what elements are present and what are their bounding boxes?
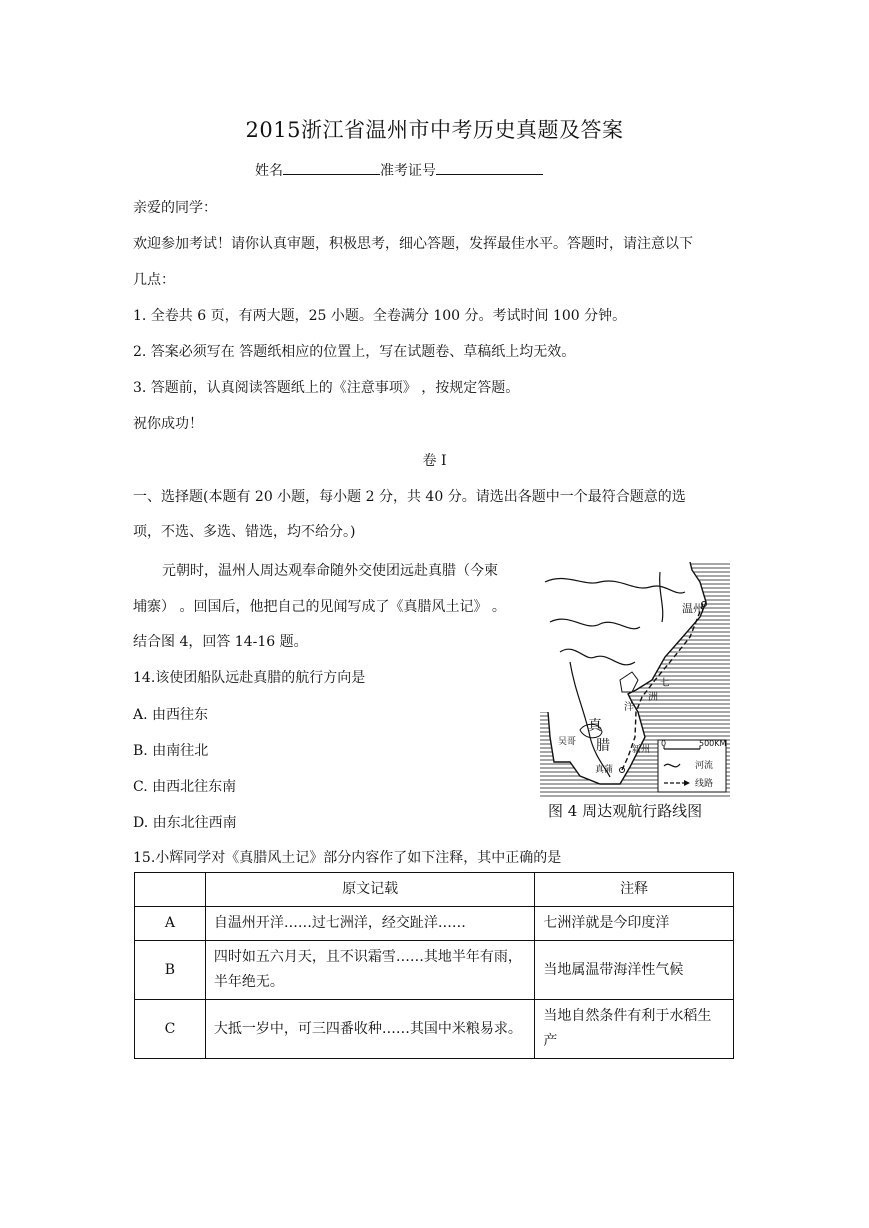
label-zhou: 洲 bbox=[648, 692, 658, 703]
row-label: A bbox=[135, 907, 206, 941]
wish: 祝你成功！ bbox=[133, 416, 203, 432]
row-original-text: 大抵一岁中，可三四番收种……其国中米粮易求。 bbox=[205, 1000, 534, 1059]
label-scale-zero: 0 bbox=[661, 739, 667, 748]
part-heading-line-2: 项，不选、多选、错选，均不给分。) bbox=[133, 524, 356, 540]
part-heading-line-1: 一、选择题(本题有 20 小题，每小题 2 分，共 40 分。请选出各题中一个最符合题意的选 bbox=[133, 489, 686, 505]
section-label: 卷 Ⅰ bbox=[422, 453, 447, 469]
q14-option-b[interactable]: B. 由南往北 bbox=[133, 743, 209, 759]
annotation-table bbox=[134, 872, 734, 1059]
row-label: C bbox=[135, 1000, 206, 1059]
route-map bbox=[540, 562, 730, 797]
q14-option-a[interactable]: A. 由西往东 bbox=[133, 707, 209, 723]
table-row[interactable] bbox=[135, 907, 734, 941]
label-wenzhou: 温州 bbox=[682, 602, 704, 615]
id-blank[interactable] bbox=[436, 160, 543, 175]
passage-line-1: 元朝时，温州人周达观奉命随外交使团远赴真腊（今柬 bbox=[162, 563, 498, 579]
passage-line-3: 结合图 4，回答 14-16 题。 bbox=[133, 634, 308, 650]
label-zhenpu: 真蒲 bbox=[595, 765, 614, 775]
row-original-text: 四时如五六月天，且不识霜雪……其地半年有雨，半年绝无。 bbox=[205, 941, 534, 1000]
greeting: 亲爱的同学： bbox=[133, 200, 217, 216]
table-header-row bbox=[135, 873, 734, 907]
table-row[interactable] bbox=[135, 1000, 734, 1059]
label-yang: 洋 bbox=[624, 702, 634, 713]
question-14-stem: 14.该使团船队远赴真腊的航行方向是 bbox=[133, 670, 366, 686]
exam-title: 2015浙江省温州市中考历史真题及答案 bbox=[245, 118, 624, 142]
label-scale: 500KM bbox=[699, 739, 727, 748]
name-blank[interactable] bbox=[283, 160, 380, 175]
passage-line-2: 埔寨） 。回国后，他把自己的见闻写成了《真腊风土记》 。 bbox=[133, 599, 506, 615]
row-note: 七洲洋就是今印度洋 bbox=[535, 907, 734, 941]
student-info-line bbox=[255, 160, 543, 180]
q14-option-c[interactable]: C. 由西北往东南 bbox=[133, 779, 237, 795]
rule-1: 1. 全卷共 6 页，有两大题，25 小题。全卷满分 100 分。考试时间 100 分钟。 bbox=[133, 308, 627, 324]
rule-3: 3. 答题前，认真阅读答题纸上的《注意事项》 ，按规定答题。 bbox=[133, 380, 520, 396]
label-xinzhou: 新州 bbox=[632, 745, 651, 755]
row-original-text: 自温州开洋……过七洲洋，经交趾洋…… bbox=[205, 907, 534, 941]
table-header-label bbox=[135, 873, 206, 907]
row-label: B bbox=[135, 941, 206, 1000]
id-label: 准考证号 bbox=[380, 163, 436, 179]
rule-2: 2. 答案必须写在 答题纸相应的位置上，写在试题卷、草稿纸上均无效。 bbox=[133, 344, 576, 360]
row-note: 当地自然条件有利于水稻生产 bbox=[535, 1000, 734, 1059]
question-15-stem: 15.小辉同学对《真腊风土记》部分内容作了如下注释，其中正确的是 bbox=[133, 850, 562, 866]
intro-line-2: 几点： bbox=[133, 272, 175, 288]
figure-caption: 图 4 周达观航行路线图 bbox=[548, 802, 703, 820]
table-row[interactable] bbox=[135, 941, 734, 1000]
label-wuge: 吴哥 bbox=[558, 737, 577, 747]
label-route-legend: 线路 bbox=[695, 779, 714, 789]
name-label: 姓名 bbox=[255, 163, 283, 179]
q14-option-d[interactable]: D. 由东北往西南 bbox=[133, 815, 237, 831]
table-header-note: 注释 bbox=[535, 873, 734, 907]
label-qi: 七 bbox=[660, 678, 670, 689]
row-note: 当地属温带海洋性气候 bbox=[535, 941, 734, 1000]
intro-line-1: 欢迎参加考试！请你认真审题，积极思考，细心答题，发挥最佳水平。答题时，请注意以下 bbox=[133, 236, 693, 252]
table-header-original: 原文记载 bbox=[205, 873, 534, 907]
label-zhen: 真 bbox=[588, 718, 602, 734]
label-river-legend: 河流 bbox=[695, 761, 714, 771]
label-la: 腊 bbox=[596, 738, 610, 754]
